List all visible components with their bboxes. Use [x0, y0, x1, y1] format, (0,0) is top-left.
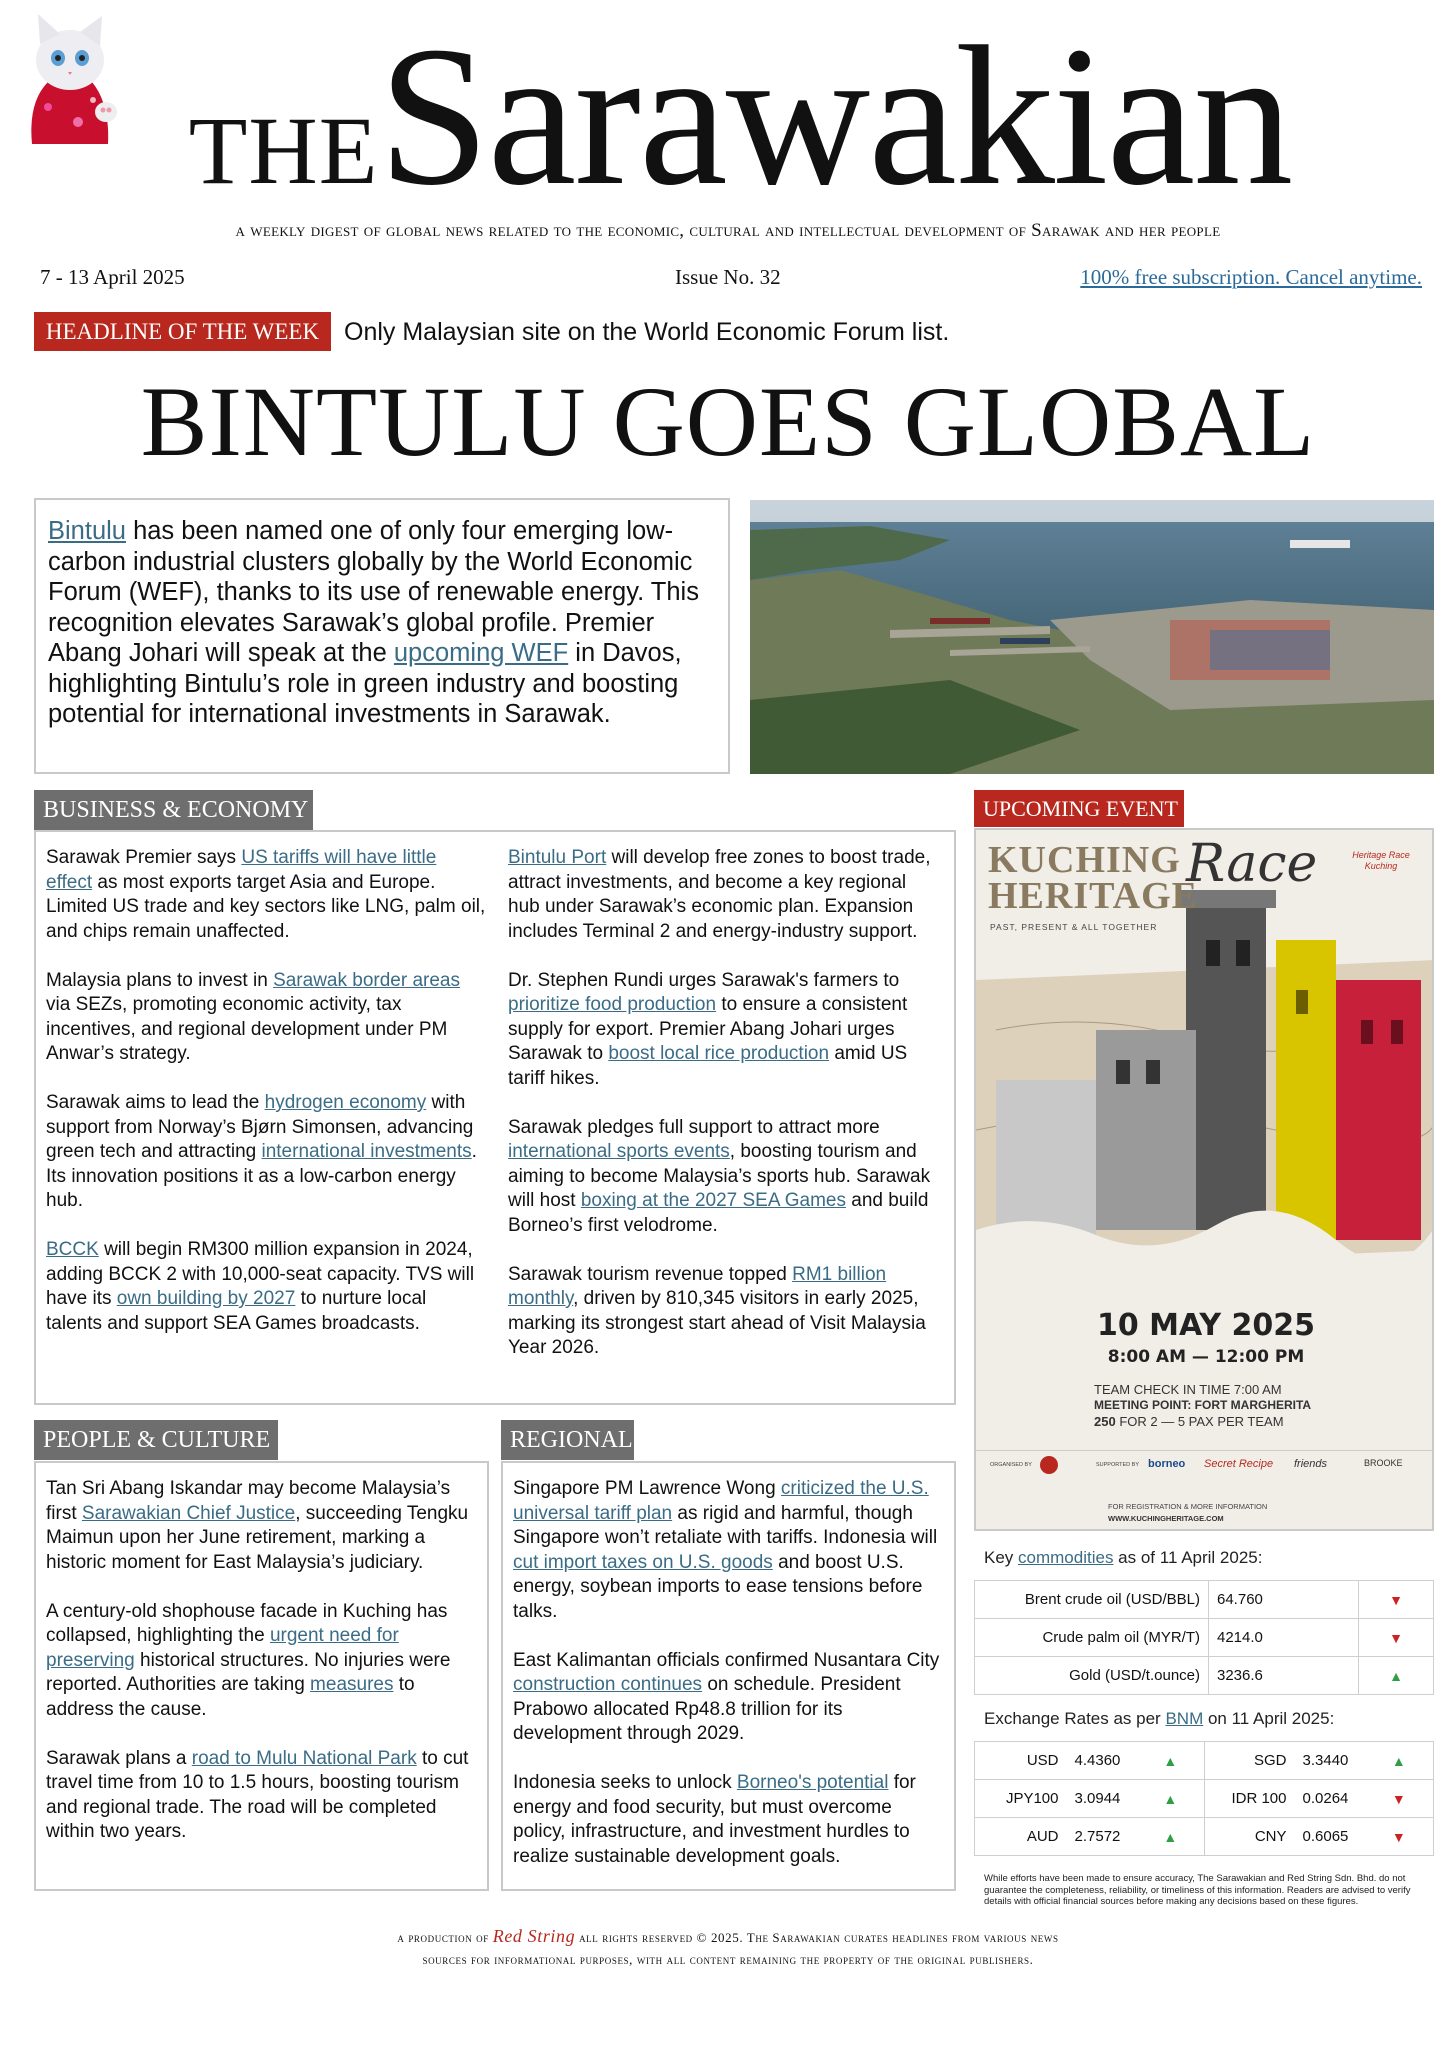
masthead-the: THE	[188, 97, 379, 204]
issue-info-bar	[40, 265, 1422, 295]
poster-title	[988, 839, 1199, 917]
article-link[interactable]: cut import taxes on U.S. goods	[513, 1551, 773, 1573]
commodity-name: Gold (USD/t.ounce)	[975, 1657, 1209, 1695]
currency-rate: 3.0944	[1067, 1780, 1137, 1818]
article-link[interactable]: criticized the U.S. universal tariff plan	[513, 1478, 929, 1524]
article-link[interactable]: boost local rice production	[608, 1043, 830, 1064]
currency-code: IDR 100	[1205, 1780, 1295, 1818]
article-link[interactable]: US tariffs will have little effect	[46, 847, 437, 893]
bintulu-link[interactable]: Bintulu	[48, 517, 126, 545]
article-link[interactable]: international investments	[261, 1141, 472, 1162]
sponsor-borneo: borneo	[1148, 1458, 1186, 1470]
article: Tan Sri Abang Iskandar may become Malaysia’s first Sarawakian Chief Justice, succeeding Tengku Maimun upon her June retirement, marking a historic moment for East Malaysia’s judiciary.	[46, 1478, 469, 1573]
business-section	[34, 830, 956, 1405]
trend-icon: ▲	[1137, 1780, 1205, 1818]
article-link[interactable]: Sarawakian Chief Justice	[81, 1502, 296, 1524]
disclaimer: While efforts have been made to ensure accuracy, The Sarawakian and Red String Sdn. Bhd. do not guarantee the completeness, reliability, or timeliness of this information. Readers are advised to verify details with official financial sources before making any decisions based on these figures.	[984, 1873, 1411, 1907]
trend-icon: ▼	[1365, 1780, 1434, 1818]
masthead-title: Sarawakian	[378, 6, 1292, 227]
article: Sarawak tourism revenue topped RM1 billion monthly, driven by 810,345 visitors in early 2025, marking its strongest start ahead of Visit Malaysia Year 2026.	[508, 1263, 926, 1358]
article: Singapore PM Lawrence Wong criticized the U.S. universal tariff plan as rigid and harmful, though Singapore won’t retaliate with tariffs. Indonesia will cut import taxes on U.S. goods and boost U.S. energy, soybean imports to ease tensions before talks.	[513, 1478, 938, 1622]
article-link[interactable]: own building by 2027	[116, 1288, 296, 1309]
bnm-link[interactable]: BNM	[1165, 1709, 1204, 1728]
trend-icon: ▲	[1137, 1818, 1205, 1856]
trend-icon: ▲	[1365, 1742, 1434, 1780]
currency-code: CNY	[1205, 1818, 1295, 1856]
headline-teaser: Only Malaysian site on the World Economic Forum list.	[344, 318, 950, 346]
people-section	[34, 1461, 489, 1891]
article-link[interactable]: measures	[310, 1674, 394, 1695]
section-tag-regional: REGIONAL	[501, 1420, 634, 1460]
main-headline: BINTULU GOES GLOBAL	[140, 366, 1316, 477]
commodities-table	[974, 1580, 1434, 1695]
sponsor-secret-recipe: Secret Recipe	[1204, 1458, 1274, 1470]
tagline: a weekly digest of global news related to the economic, cultural and intellectual development of Sarawak and her people	[235, 220, 1221, 241]
commodity-row	[975, 1581, 1434, 1619]
article: A century-old shophouse facade in Kuching has collapsed, highlighting the urgent need for preserving historical structures. No injuries were reported. Authorities are taking measures to address the cause.	[46, 1600, 451, 1720]
cat-mascot-illustration	[18, 12, 118, 144]
currency-code: SGD	[1205, 1742, 1295, 1780]
article: Sarawak aims to lead the hydrogen economy with support from Norway’s Bjørn Simonsen, advancing green tech and attracting international investments. Its innovation positions it as a low-carbon energy hub.	[46, 1092, 477, 1211]
article-link[interactable]: Sarawak border areas	[273, 969, 460, 991]
currency-rate: 0.6065	[1295, 1818, 1365, 1856]
poster-subtitle: PAST, PRESENT & ALL TOGETHER	[990, 922, 1158, 932]
footer-line-2: sources for informational purposes, with all content remaining the property of the original publishers.	[422, 1952, 1034, 1967]
currency-code: USD	[975, 1742, 1067, 1780]
article: East Kalimantan officials confirmed Nusantara City construction continues on schedule. President Prabowo allocated Rp48.8 trillion for its development through 2029.	[513, 1649, 940, 1744]
commodity-row	[975, 1619, 1434, 1657]
organiser-logo	[1040, 1456, 1058, 1474]
registration-label: FOR REGISTRATION & MORE INFORMATION	[1108, 1502, 1268, 1511]
trend-icon: ▲	[1359, 1657, 1434, 1695]
event-fee	[1094, 1414, 1284, 1429]
trend-icon: ▲	[1137, 1742, 1205, 1780]
article: Malaysia plans to invest in Sarawak border areas via SEZs, promoting economic activity, tax incentives, and regional development under PM Anwar’s strategy.	[46, 969, 460, 1064]
article-link[interactable]: prioritize food production	[508, 994, 717, 1015]
article-link[interactable]: Borneo's potential	[736, 1772, 889, 1793]
event-date: 10 MAY 2025	[1096, 1308, 1316, 1343]
article: Sarawak pledges full support to attract more international sports events, boosting tourism and aiming to become Malaysia’s sports hub. Sarawak will host boxing at the 2027 SEA Games and build Borneo’s first velodrome.	[508, 1116, 931, 1236]
fx-row	[975, 1818, 1434, 1856]
article: BCCK will begin RM300 million expansion in 2024, adding BCCK 2 with 10,000-seat capacity. TVS will have its own building by 2027 to nurture local talents and support SEA Games broadcasts.	[46, 1239, 475, 1334]
footer-line-1: a production of Red String all rights reserved © 2025. The Sarawakian curates headlines from various news	[397, 1926, 1059, 1946]
article: Sarawak plans a road to Mulu National Park to cut travel time from 10 to 1.5 hours, boosting tourism and regional trade. The road will be completed within two years.	[46, 1747, 469, 1842]
commodity-value: 64.760	[1209, 1581, 1359, 1619]
fx-table	[974, 1741, 1434, 1856]
red-string-brand: Red String	[492, 1926, 576, 1946]
article: Indonesia seeks to unlock Borneo's potential for energy and food security, but must overcome policy, infrastructure, and investment hurdles to realize sustainable development goals.	[513, 1772, 916, 1867]
lead-text: in Davos, highlighting Bintulu’s role in green industry and boosting potential for international investments in Sarawak.	[48, 639, 682, 728]
section-tag-business: BUSINESS & ECONOMY	[34, 790, 313, 830]
supported-by-label: SUPPORTED BY	[1096, 1462, 1139, 1468]
organised-by-label: ORGANISED BY	[990, 1462, 1032, 1468]
subscription-link[interactable]: 100% free subscription. Cancel anytime.	[1080, 265, 1422, 289]
article: Sarawak Premier says US tariffs will have little effect as most exports target Asia and Europe. Limited US trade and key sectors like LNG, palm oil, and chips remain unaffected.	[46, 847, 486, 942]
commodity-name: Brent crude oil (USD/BBL)	[975, 1581, 1209, 1619]
sponsor-friends: friends	[1294, 1458, 1328, 1470]
poster-race-word: Race	[1186, 834, 1318, 894]
currency-rate: 4.4360	[1067, 1742, 1137, 1780]
fx-row	[975, 1742, 1434, 1780]
poster-title-line1: KUCHING	[988, 839, 1181, 881]
article-link[interactable]: road to Mulu National Park	[191, 1747, 417, 1769]
fx-row	[975, 1780, 1434, 1818]
issue-date: 7 - 13 April 2025	[40, 265, 185, 289]
event-fee-text: FOR 2 — 5 PAX PER TEAM	[1115, 1414, 1284, 1429]
currency-code: JPY100	[975, 1780, 1067, 1818]
upcoming-wef-link[interactable]: upcoming WEF	[393, 639, 569, 667]
event-checkin: TEAM CHECK IN TIME 7:00 AM	[1094, 1382, 1282, 1397]
sponsor-brooke: BROOKE	[1364, 1458, 1403, 1468]
event-fee-amount: 250	[1094, 1414, 1116, 1429]
event-time: 8:00 AM — 12:00 PM	[1107, 1347, 1305, 1367]
currency-rate: 2.7572	[1067, 1818, 1137, 1856]
article-link[interactable]: BCCK	[46, 1239, 99, 1260]
lead-text: has been named one of only four emerging low-carbon industrial clusters globally by the World Economic Forum (WEF), thanks to its use of renewable energy. This recognition elevates Sarawak’s global profile. Premier Abang Johari will speak at the	[48, 517, 699, 667]
article-link[interactable]: urgent need for preserving	[46, 1625, 399, 1671]
article-link[interactable]: hydrogen economy	[264, 1092, 427, 1113]
regional-section	[501, 1461, 956, 1891]
article-link[interactable]: Bintulu Port	[508, 847, 607, 868]
article: Bintulu Port will develop free zones to boost trade, attract investments, and become a key regional hub under Sarawak’s economic plan. Expansion includes Terminal 2 and energy-industry support.	[508, 847, 931, 942]
section-tag-people: PEOPLE & CULTURE	[34, 1420, 278, 1460]
commodity-value: 3236.6	[1209, 1657, 1359, 1695]
masthead	[140, 6, 1340, 227]
trend-icon: ▼	[1359, 1619, 1434, 1657]
article-link[interactable]: international sports events	[508, 1141, 730, 1162]
currency-rate: 3.3440	[1295, 1742, 1365, 1780]
fx-title: Exchange Rates as per BNM on 11 April 2025:	[984, 1709, 1335, 1728]
article-link[interactable]: boxing at the 2027 SEA Games	[580, 1190, 846, 1211]
business-column-left	[46, 846, 486, 1336]
event-meeting-point: MEETING POINT: FORT MARGHERITA	[1094, 1398, 1312, 1412]
trend-icon: ▼	[1359, 1581, 1434, 1619]
commodities-link[interactable]: commodities	[1018, 1548, 1114, 1567]
section-tag-event: UPCOMING EVENT	[974, 790, 1184, 827]
trend-icon: ▼	[1365, 1818, 1434, 1856]
article-link[interactable]: RM1 billion monthly	[508, 1263, 887, 1309]
commodity-value: 4214.0	[1209, 1619, 1359, 1657]
bintulu-port-aerial-photo	[750, 500, 1434, 774]
commodity-row	[975, 1657, 1434, 1695]
footer	[0, 1925, 1456, 1971]
event-poster[interactable]	[974, 828, 1434, 1531]
poster-title-line2: HERITAGE	[988, 875, 1199, 917]
poster-logo: Heritage Race Kuching	[1352, 850, 1410, 871]
commodity-name: Crude palm oil (MYR/T)	[975, 1619, 1209, 1657]
lead-article	[34, 498, 730, 774]
registration-url[interactable]: WWW.KUCHINGHERITAGE.COM	[1108, 1514, 1224, 1523]
article-link[interactable]: construction continues	[513, 1674, 703, 1695]
issue-number: Issue No. 32	[675, 265, 781, 289]
headline-tag: HEADLINE OF THE WEEK	[34, 312, 331, 351]
article: Dr. Stephen Rundi urges Sarawak's farmers to prioritize food production to ensure a consistent supply for export. Premier Abang Johari urges Sarawak to boost local rice production amid US tariff hikes.	[508, 969, 908, 1089]
commodities-title: Key commodities as of 11 April 2025:	[984, 1548, 1263, 1567]
currency-code: AUD	[975, 1818, 1067, 1856]
business-column-right	[508, 846, 940, 1361]
currency-rate: 0.0264	[1295, 1780, 1365, 1818]
